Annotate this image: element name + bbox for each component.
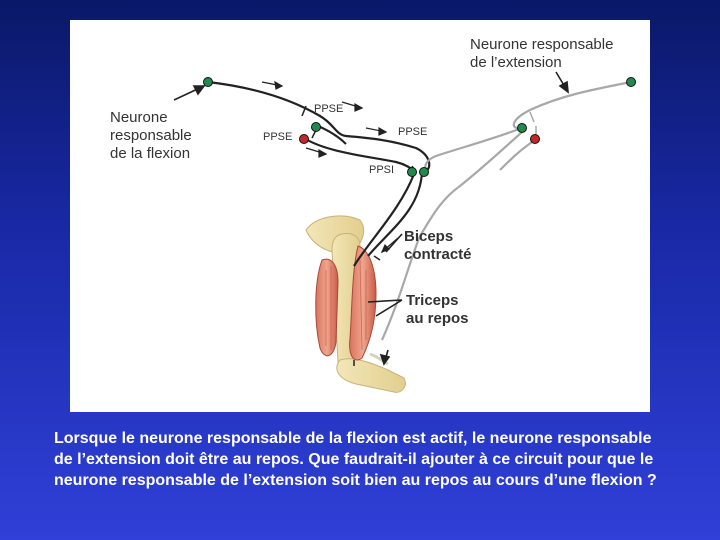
triceps-label: Triceps au repos [406, 292, 469, 327]
node-ext-red [531, 135, 540, 144]
biceps-label: Biceps contracté [404, 228, 472, 263]
triceps-muscle-shape [316, 259, 338, 356]
node-motor-2 [420, 168, 429, 177]
node-motor-1 [408, 168, 417, 177]
node-ext-green [518, 124, 527, 133]
flexion-neuron-label: Neurone responsable de la flexion [110, 109, 192, 162]
extension-neuron-label: Neurone responsable de l’extension [470, 36, 614, 71]
ppse-top-label: PPSE [314, 103, 344, 115]
figure-panel [70, 20, 650, 412]
ppsi-label: PPSI [369, 164, 395, 176]
node-ppse-top [312, 123, 321, 132]
ext-fiber-4 [500, 140, 535, 170]
ppse-left-label: PPSE [263, 131, 293, 143]
question-caption: Lorsque le neurone responsable de la flexion est actif, le neurone responsable de l’extension doit être au repos. Que faudrait-il ajouter à ce circuit pour que le neurone responsable de l’extension soit bien au repos au cours d’une flexion ? [54, 430, 657, 489]
node-ext-sensory [627, 78, 636, 87]
reflex-diagram [70, 20, 650, 412]
arm-illustration [306, 216, 405, 392]
ppse-right-label: PPSE [398, 126, 428, 138]
node-sensory-flexion [204, 78, 213, 87]
pointer-biceps [386, 234, 402, 252]
forearm-shape [337, 359, 405, 393]
ext-sensory-fiber [514, 82, 631, 128]
node-ppse-left [300, 135, 309, 144]
synapse-ticks-grey [530, 112, 536, 134]
